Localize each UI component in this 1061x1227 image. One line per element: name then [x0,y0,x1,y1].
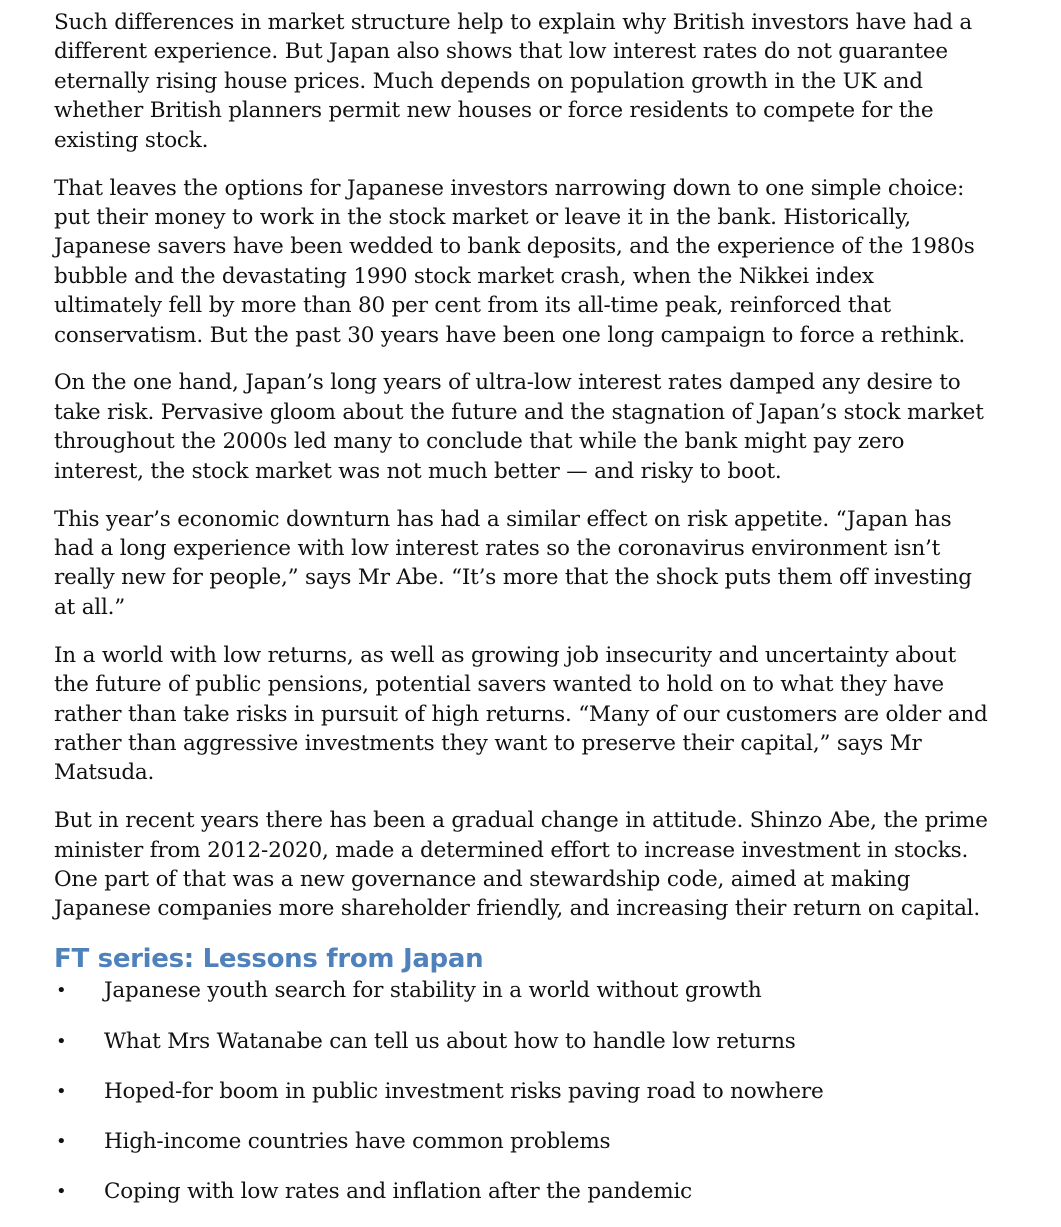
paragraph-line: put their money to work in the stock market or leave it in the bank. Historically, [54,204,911,230]
paragraph-line: rather than aggressive investments they want to preserve their capital,” says Mr [54,730,922,756]
series-item-label[interactable]: High-income countries have common problems [104,1128,611,1154]
paragraph-line: minister from 2012-2020, made a determined effort to increase investment in stocks. [54,837,969,863]
paragraph-line: eternally rising house prices. Much depends on population growth in the UK and [54,68,923,94]
paragraph-line: whether British planners permit new houses or force residents to compete for the [54,98,934,124]
bullet-icon: • [56,1030,67,1052]
paragraph-line: at all.” [54,594,126,620]
series-list-item[interactable] [54,976,1054,1005]
paragraph-line: take risk. Pervasive gloom about the future and the stagnation of Japan’s stock market [54,399,984,425]
paragraph-line: had a long experience with low interest rates so the coronavirus environment isn’t [54,536,941,561]
paragraph-line: Japanese companies more shareholder friendly, and increasing their return on capital. [54,896,980,922]
series-list-item[interactable] [54,1177,1054,1206]
series-list-item[interactable] [54,1027,1054,1056]
series-heading: FT series: Lessons from Japan [54,944,484,975]
paragraph-line: interest, the stock market was not much better — and risky to boot. [54,458,782,484]
paragraph-line: That leaves the options for Japanese investors narrowing down to one simple choice: [54,175,965,201]
series-list-item[interactable] [54,1127,1054,1156]
paragraph-line: rather than take risks in pursuit of high returns. “Many of our customers are older and [54,701,988,727]
paragraph [54,641,1054,788]
paragraph [54,174,1054,350]
series-item-label[interactable]: Hoped-for boom in public investment risks paving road to nowhere [104,1078,824,1104]
paragraph-line: really new for people,” says Mr Abe. “It’s more that the shock puts them off investing [54,565,972,591]
paragraph [54,806,1054,924]
paragraph [54,505,1054,623]
series-item-label[interactable]: Coping with low rates and inflation after the pandemic [104,1179,692,1205]
paragraph-line: On the one hand, Japan’s long years of ultra-low interest rates damped any desire to [54,370,961,396]
paragraph-line: existing stock. [54,127,209,153]
paragraph-line: One part of that was a new governance and stewardship code, aimed at making [54,867,911,893]
article-body [54,8,1054,924]
paragraph-line: Japanese savers have been wedded to bank deposits, and the experience of the 1980s [54,234,975,260]
series-item-label[interactable]: Japanese youth search for stability in a world without growth [104,978,762,1004]
paragraph-line: different experience. But Japan also shows that low interest rates do not guarantee [54,39,948,65]
paragraph-line: But in recent years there has been a gradual change in attitude. Shinzo Abe, the prime [54,808,988,834]
paragraph [54,368,1054,486]
document-page [54,8,1054,1227]
bullet-icon: • [56,980,67,1002]
paragraph-line: In a world with low returns, as well as growing job insecurity and uncertainty about [54,642,957,668]
series-list [54,976,1054,1206]
bullet-icon: • [56,1080,67,1102]
paragraph-line: ultimately fell by more than 80 per cent from its all-time peak, reinforced that [54,293,891,319]
paragraph [54,8,1054,155]
series-list-item[interactable] [54,1077,1054,1106]
bullet-icon: • [56,1181,67,1203]
series-item-label[interactable]: What Mrs Watanabe can tell us about how to handle low returns [104,1028,796,1054]
paragraph-line: throughout the 2000s led many to conclude that while the bank might pay zero [54,429,905,455]
bullet-icon: • [56,1130,67,1152]
paragraph-line: bubble and the devastating 1990 stock market crash, when the Nikkei index [54,263,874,289]
paragraph-line: Matsuda. [54,760,155,786]
paragraph-line: the future of public pensions, potential savers wanted to hold on to what they have [54,672,944,698]
paragraph-line: This year’s economic downturn has had a similar effect on risk appetite. “Japan has [54,506,952,532]
paragraph-line: Such differences in market structure help to explain why British investors have had a [54,10,973,35]
paragraph-line: conservatism. But the past 30 years have been one long campaign to force a rethink. [54,322,966,348]
